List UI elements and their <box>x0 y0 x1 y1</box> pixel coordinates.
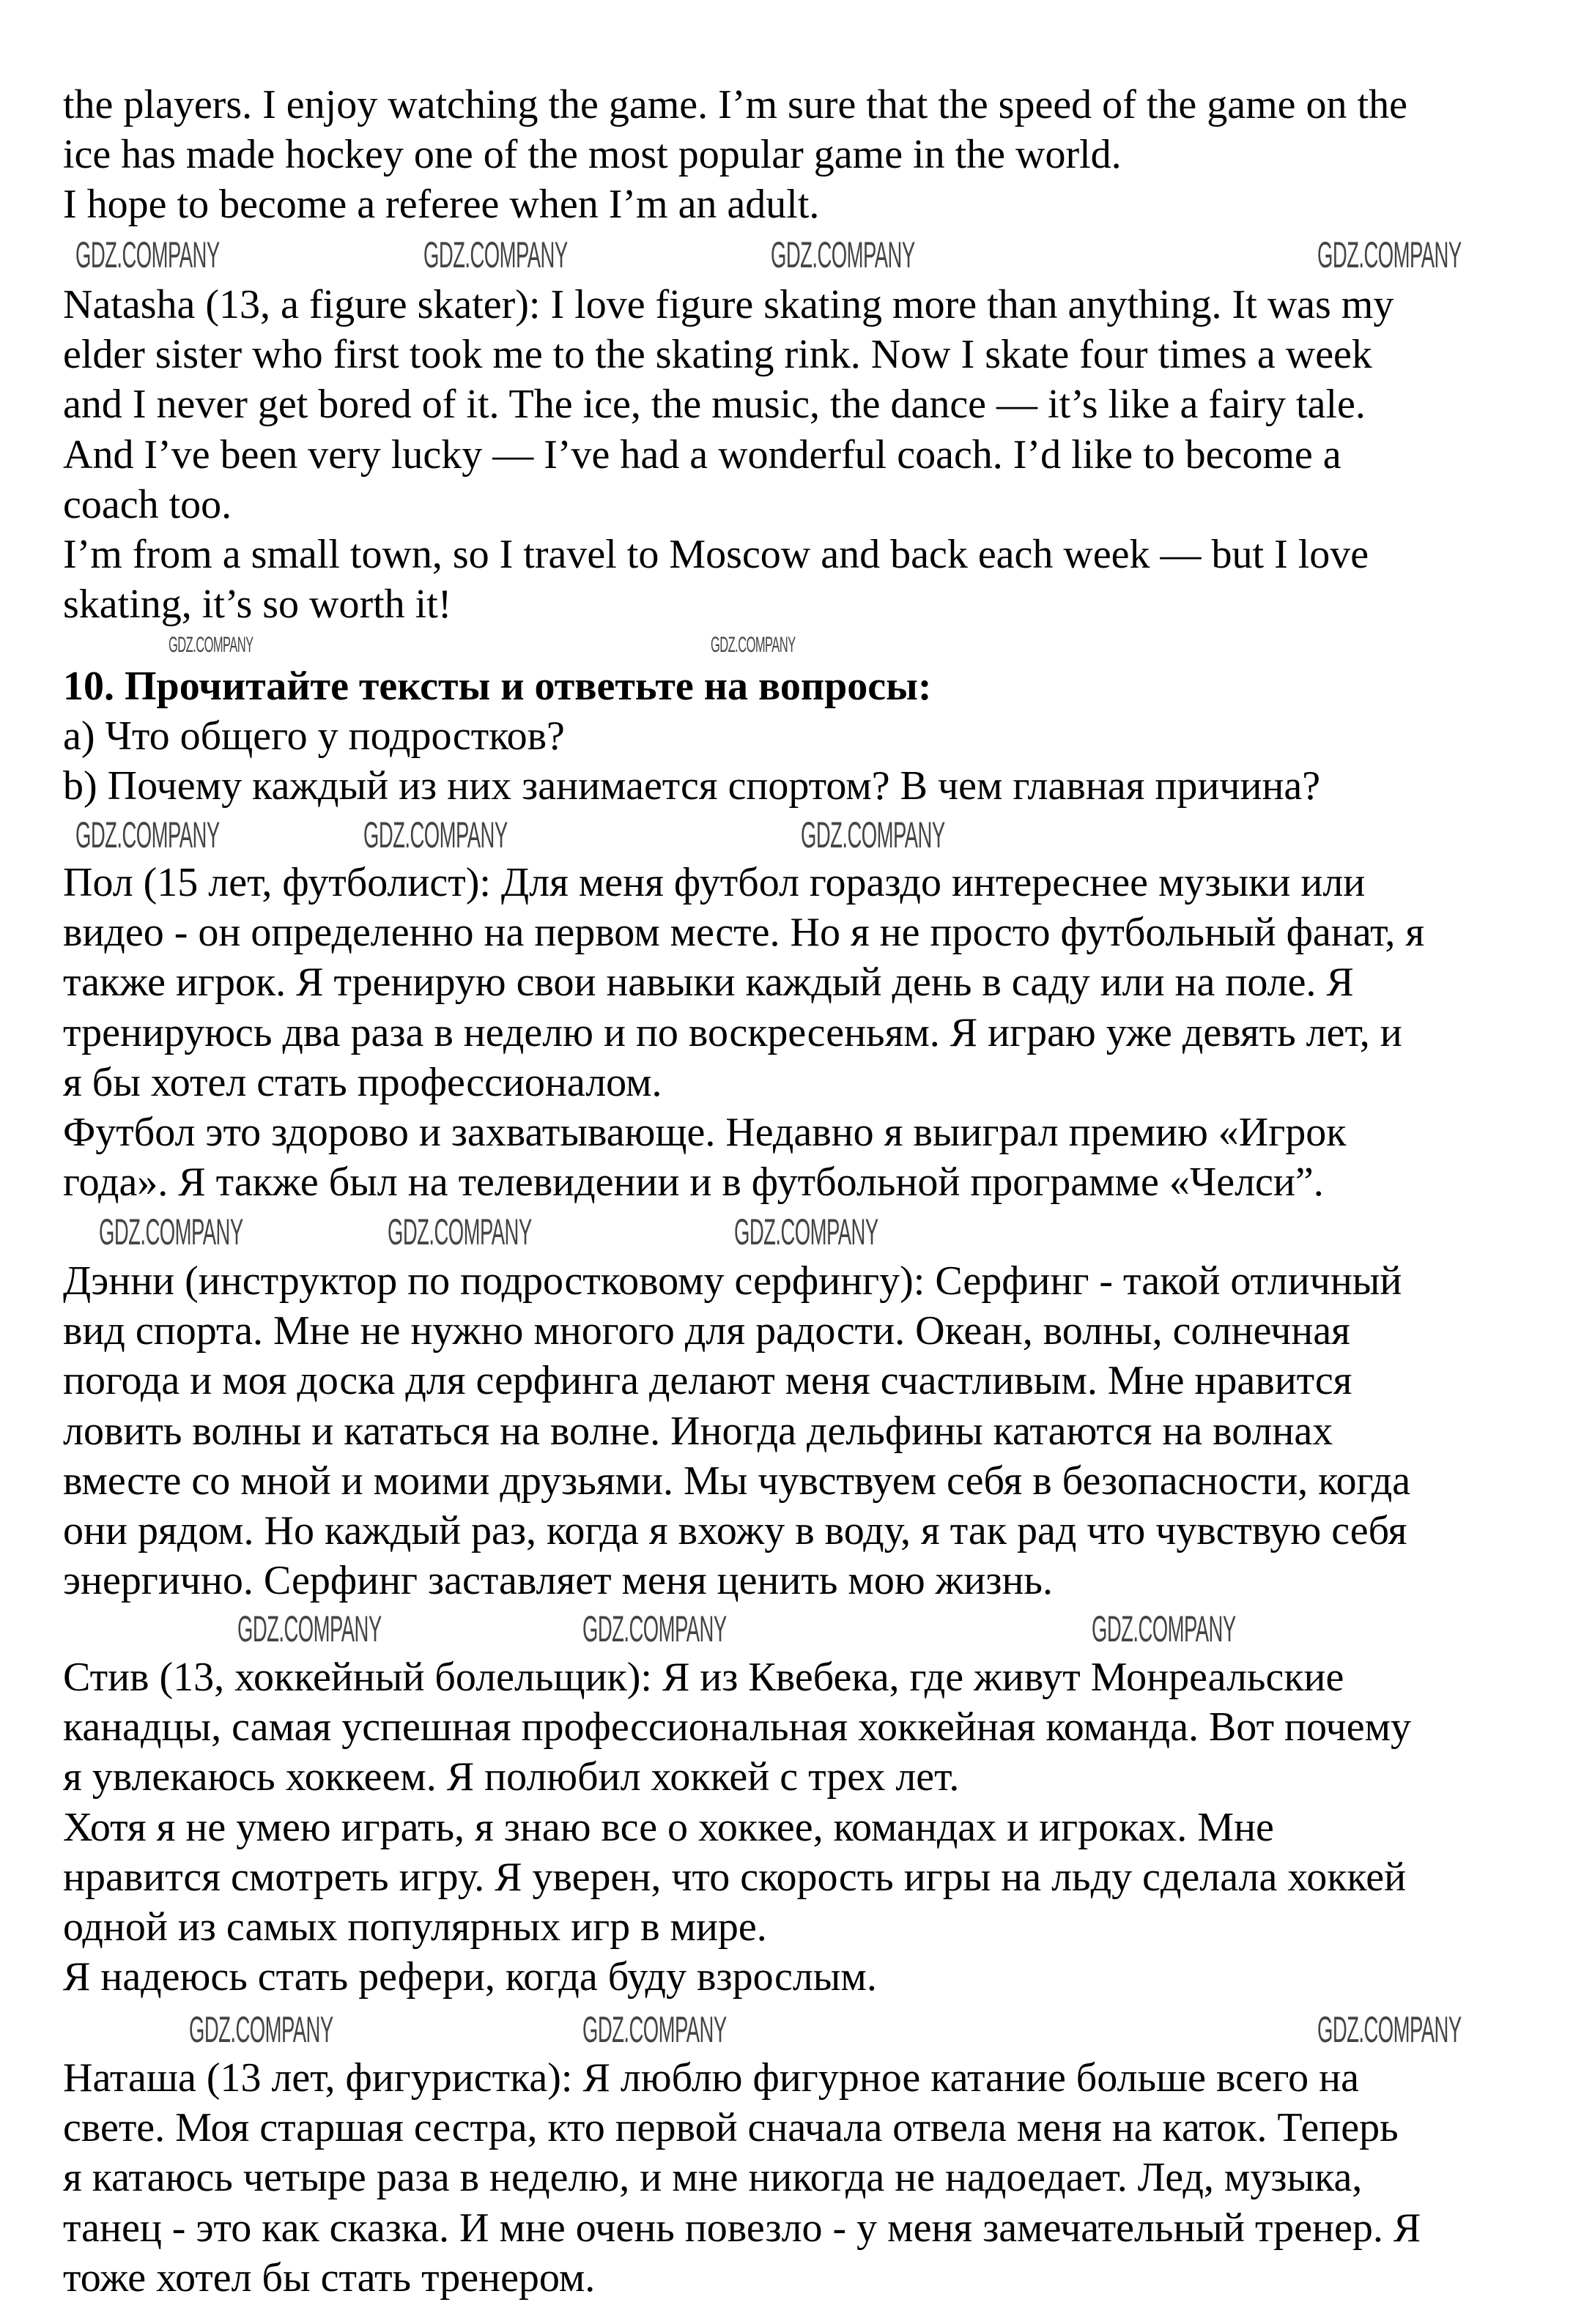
watermark: GDZ.COMPANY <box>363 814 508 855</box>
watermark: GDZ.COMPANY <box>582 2009 727 2050</box>
watermark: GDZ.COMPANY <box>711 633 796 657</box>
task-question: a) Что общего у подростков? <box>63 713 565 760</box>
text-line: Пол (15 лет, футболист): Для меня футбол гораздо интереснее музыки или <box>63 860 1366 905</box>
text-line: Дэнни (инструктор по подростковому серфингу): Серфинг - такой отличный <box>63 1258 1402 1304</box>
text-line: я бы хотел стать профессионалом. <box>63 1059 662 1105</box>
watermark: GDZ.COMPANY <box>582 1608 727 1649</box>
text-line: они рядом. Но каждый раз, когда я вхожу в воду, я так рад что чувствую себя <box>63 1508 1407 1554</box>
english-steve-paragraph <box>63 80 1407 230</box>
text-line: я увлекаюсь хоккеем. Я полюбил хоккей с трех лет. <box>63 1754 960 1800</box>
text-line: тоже хотел бы стать тренером. <box>63 2254 596 2301</box>
text-line: coach too. <box>63 481 232 527</box>
watermark: GDZ.COMPANY <box>801 814 945 855</box>
text-line: Natasha (13, a figure skater): I love figure skating more than anything. It was my <box>63 282 1394 327</box>
text-line: вместе со мной и моими друзьями. Мы чувствуем себя в безопасности, когда <box>63 1458 1411 1504</box>
text-line: the players. I enjoy watching the game. I’m sure that the speed of the game on the <box>63 82 1407 127</box>
text-line: Футбол это здорово и захватывающе. Недавно я выиграл премию «Игрок <box>63 1110 1347 1156</box>
watermark: GDZ.COMPANY <box>75 814 220 855</box>
text-line: свете. Моя старшая сестра, кто первой сначала отвела меня на каток. Теперь <box>63 2105 1399 2151</box>
text-line: and I never get bored of it. The ice, the music, the dance — it’s like a fairy tale. <box>63 382 1366 428</box>
text-line: skating, it’s so worth it! <box>63 582 452 628</box>
russian-paul-paragraph <box>63 858 1424 1207</box>
watermark: GDZ.COMPANY <box>99 1211 243 1252</box>
watermark: GDZ.COMPANY <box>388 1211 532 1252</box>
russian-danny-paragraph <box>63 1256 1410 1605</box>
watermark: GDZ.COMPANY <box>75 234 220 275</box>
watermark: GDZ.COMPANY <box>423 234 568 275</box>
text-line: Хотя я не умею играть, я знаю все о хоккее, командах и игроках. Мне <box>63 1804 1274 1850</box>
text-line: тренируюсь два раза в неделю и по воскресеньям. Я играю уже девять лет, и <box>63 1009 1402 1055</box>
text-line: I hope to become a referee when I’m an adult. <box>63 182 820 228</box>
watermark: GDZ.COMPANY <box>1317 2009 1462 2050</box>
text-line: ice has made hockey one of the most popular game in the world. <box>63 132 1122 178</box>
task-heading: 10. Прочитайте тексты и ответьте на вопросы: <box>63 664 932 709</box>
text-line: года». Я также был на телевидении и в футбольной программе «Челси”. <box>63 1159 1324 1206</box>
text-line: энергично. Серфинг заставляет меня ценить мою жизнь. <box>63 1558 1053 1604</box>
text-line: одной из самых популярных игр в мире. <box>63 1904 767 1950</box>
watermark: GDZ.COMPANY <box>237 1608 382 1649</box>
watermark: GDZ.COMPANY <box>1092 1608 1236 1649</box>
text-line: Стив (13, хоккейный болельщик): Я из Квебека, где живут Монреальские <box>63 1655 1344 1700</box>
text-line: также игрок. Я тренирую свои навыки каждый день в саду или на поле. Я <box>63 959 1354 1006</box>
task-block <box>63 661 1320 812</box>
text-line: elder sister who first took me to the skating rink. Now I skate four times a week <box>63 332 1372 378</box>
watermark: GDZ.COMPANY <box>169 633 253 657</box>
text-line: Наташа (13 лет, фигуристка): Я люблю фигурное катание больше всего на <box>63 2055 1359 2101</box>
russian-steve-paragraph <box>63 1652 1411 2002</box>
text-line: нравится смотреть игру. Я уверен, что скорость игры на льду сделала хоккей <box>63 1854 1407 1900</box>
watermark: GDZ.COMPANY <box>771 234 915 275</box>
text-line: танец - это как сказка. И мне очень повезло - у меня замечательный тренер. Я <box>63 2205 1421 2251</box>
text-line: видео - он определенно на первом месте. Но я не просто футбольный фанат, я <box>63 910 1425 956</box>
text-line: погода и моя доска для серфинга делают меня счастливым. Мне нравится <box>63 1358 1352 1404</box>
text-line: Я надеюсь стать рефери, когда буду взрослым. <box>63 1954 877 2000</box>
text-line: я катаюсь четыре раза в неделю, и мне никогда не надоедает. Лед, музыка, <box>63 2155 1363 2201</box>
russian-natasha-paragraph <box>63 2053 1421 2303</box>
watermark: GDZ.COMPANY <box>189 2009 333 2050</box>
english-natasha-paragraph <box>63 280 1394 629</box>
watermark: GDZ.COMPANY <box>1317 234 1462 275</box>
task-question: b) Почему каждый из них занимается спортом? В чем главная причина? <box>63 763 1321 809</box>
text-line: I’m from a small town, so I travel to Moscow and back each week — but I love <box>63 532 1369 578</box>
text-line: вид спорта. Мне не нужно многого для радости. Океан, волны, солнечная <box>63 1308 1350 1354</box>
text-line: ловить волны и кататься на волне. Иногда дельфины катаются на волнах <box>63 1408 1333 1454</box>
text-line: канадцы, самая успешная профессиональная хоккейная команда. Вот почему <box>63 1704 1412 1751</box>
watermark: GDZ.COMPANY <box>734 1211 878 1252</box>
text-line: And I’ve been very lucky — I’ve had a wonderful coach. I’d like to become a <box>63 431 1341 478</box>
